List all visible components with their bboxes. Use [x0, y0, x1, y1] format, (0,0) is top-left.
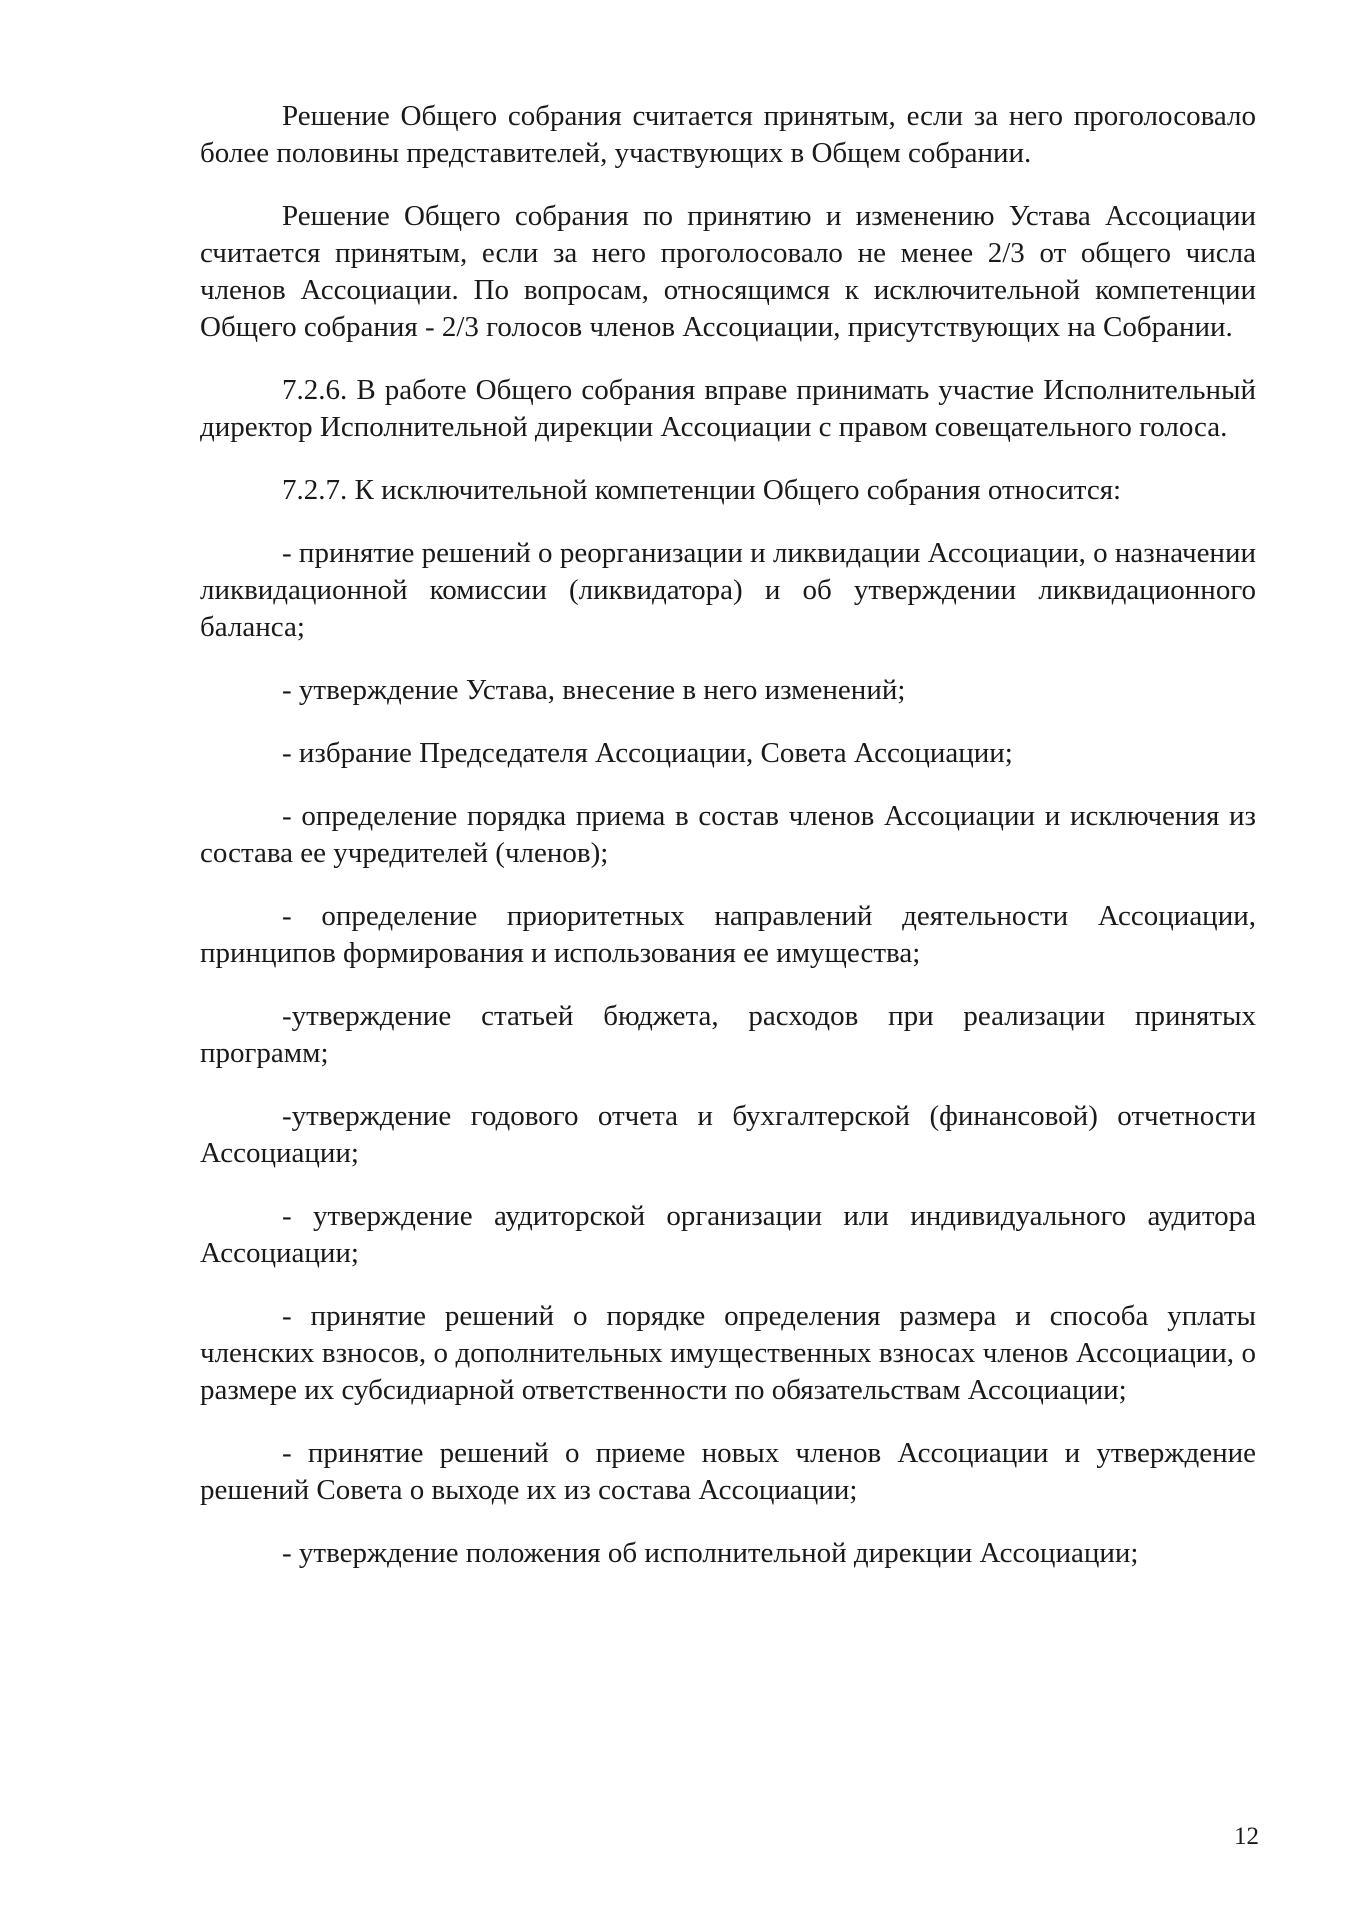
- list-item: - утверждение Устава, внесение в него изменений;: [282, 674, 906, 706]
- list-item: - принятие решений о порядке определения размера и способа уплаты членских взносов, о дополнительных имущественных взносах членов Ассоциации, о размере их субсидиарной ответственности по обязательствам Ассоциации;: [200, 1300, 1256, 1406]
- list-item: - утверждение положения об исполнительной дирекции Ассоциации;: [282, 1537, 1139, 1569]
- list-item: - принятие решений о реорганизации и ликвидации Ассоциации, о назначении ликвидационной комиссии (ликвидатора) и об утверждении ликвидационного баланса;: [200, 537, 1256, 643]
- paragraph: Решение Общего собрания по принятию и изменению Устава Ассоциации считается принятым, если за него проголосовало не менее 2/3 от общего числа членов Ассоциации. По вопросам, относящимся к исключительной компетенции Общего собрания - 2/3 голосов членов Ассоциации, присутствующих на Собрании.: [200, 200, 1256, 343]
- document-body: [200, 98, 1256, 1598]
- list-item: - избрание Председателя Ассоциации, Совета Ассоциации;: [282, 737, 1013, 769]
- paragraph: Решение Общего собрания считается принятым, если за него проголосовало более половины представителей, участвующих в Общем собрании.: [200, 100, 1256, 169]
- page-number: 12: [1234, 1823, 1259, 1850]
- list-item: - определение порядка приема в состав членов Ассоциации и исключения из состава ее учредителей (членов);: [200, 800, 1256, 869]
- list-item: - принятие решений о приеме новых членов Ассоциации и утверждение решений Совета о выходе их из состава Ассоциации;: [200, 1437, 1256, 1506]
- list-item: -утверждение статьей бюджета, расходов при реализации принятых программ;: [200, 1000, 1256, 1069]
- list-item: -утверждение годового отчета и бухгалтерской (финансовой) отчетности Ассоциации;: [200, 1100, 1256, 1169]
- list-item: - утверждение аудиторской организации или индивидуального аудитора Ассоциации;: [200, 1200, 1256, 1269]
- paragraph: 7.2.6. В работе Общего собрания вправе принимать участие Исполнительный директор Исполнительной дирекции Ассоциации с правом совещательного голоса.: [200, 374, 1256, 443]
- paragraph: 7.2.7. К исключительной компетенции Общего собрания относится:: [282, 474, 1122, 506]
- list-item: - определение приоритетных направлений деятельности Ассоциации, принципов формирования и использования ее имущества;: [200, 900, 1256, 969]
